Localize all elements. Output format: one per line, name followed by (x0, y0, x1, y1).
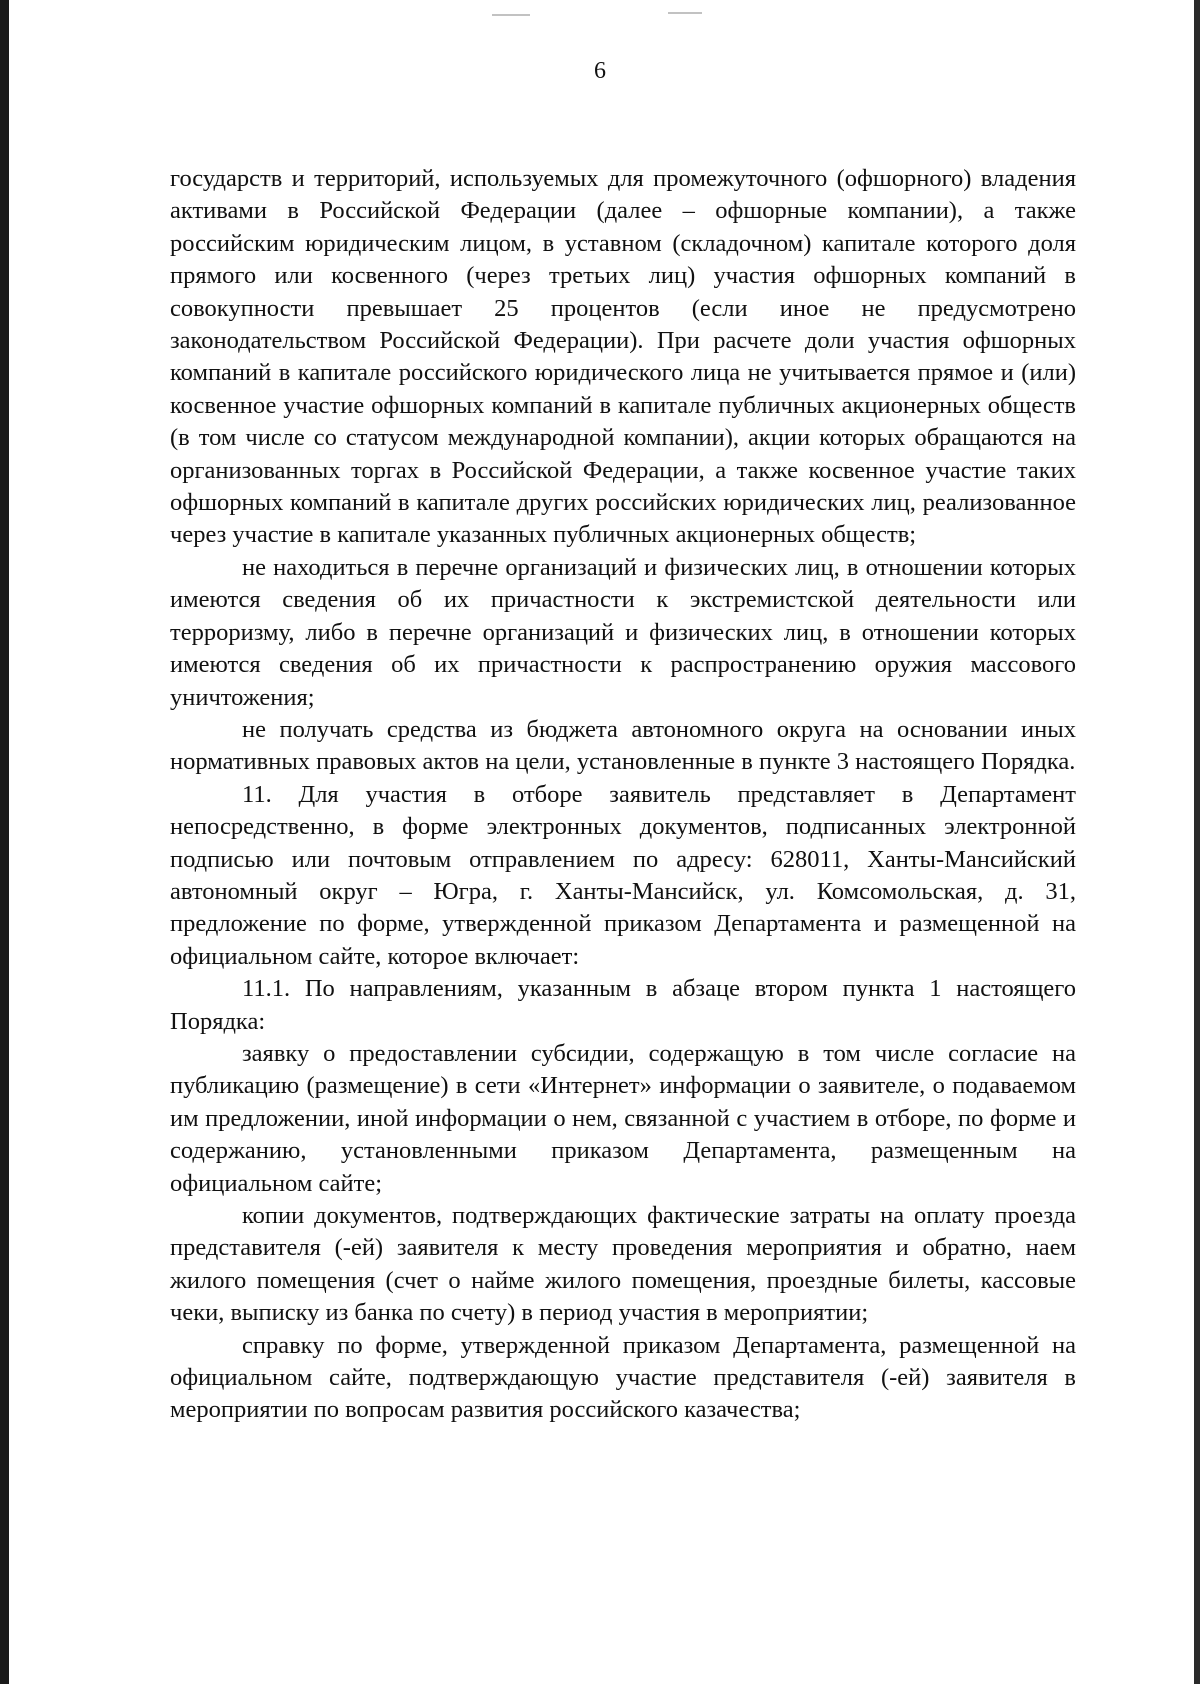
scan-edge-right (1194, 0, 1200, 1684)
scan-speck (492, 14, 530, 16)
paragraph: не находиться в перечне организаций и физических лиц, в отношении которых имеются сведения об их причастности к экстремистской деятельности или терроризму, либо в перечне организаций и физических лиц, в отношении которых имеются сведения об их причастности к распространению оружия массового уничтожения; (170, 553, 1076, 711)
paragraph: 11.1. По направлениям, указанным в абзаце втором пункта 1 настоящего Порядка: (170, 975, 1076, 1035)
paragraph: копии документов, подтверждающих фактические затраты на оплату проезда представителя (-ей) заявителя к месту проведения мероприятия и обратно, наем жилого помещения (счет о найме жилого помещения, проездные билеты, кассовые чеки, выписку из банка по счету) в период участия в мероприятии; (170, 1202, 1076, 1327)
document-body (170, 163, 1076, 1427)
paragraph: заявку о предоставлении субсидии, содержащую в том числе согласие на публикацию (размещение) в сети «Интернет» информации о заявителе, о подаваемом им предложении, иной информации о нем, связанной с участием в отборе, по форме и содержанию, установленными приказом Департамента, размещенным на официальном сайте; (170, 1039, 1076, 1197)
paragraph: не получать средства из бюджета автономного округа на основании иных нормативных правовых актов на цели, установленные в пункте 3 настоящего Порядка. (170, 715, 1076, 776)
scan-speck (668, 12, 702, 14)
paragraph: 11. Для участия в отборе заявитель представляет в Департамент непосредственно, в форме электронных документов, подписанных электронной подписью или почтовым отправлением по адресу: 628011, Ханты-Мансийский автономный округ – Югра, г. Ханты-Мансийск, ул. Комсомольская, д. 31, предложение по форме, утвержденной приказом Департамента и размещенной на официальном сайте, которое включает: (170, 780, 1076, 970)
paragraph: государств и территорий, используемых для промежуточного (офшорного) владения активами в Российской Федерации (далее – офшорные компании), а также российским юридическим лицом, в уставном (складочном) капитале которого доля прямого или косвенного (через третьих лиц) участия офшорных компаний в совокупности превышает 25 процентов (если иное не предусмотрено законодательством Российской Федерации). При расчете доли участия офшорных компаний в капитале российского юридического лица не учитывается прямое и (или) косвенное участие офшорных компаний в капитале публичных акционерных обществ (в том числе со статусом международной компании), акции которых обращаются на организованных торгах в Российской Федерации, а также косвенное участие таких офшорных компаний в капитале других российских юридических лиц, реализованное через участие в капитале указанных публичных акционерных обществ; (170, 165, 1076, 549)
paragraph: справку по форме, утвержденной приказом Департамента, размещенной на официальном сайте, подтверждающую участие представителя (-ей) заявителя в мероприятии по вопросам развития российского казачества; (170, 1331, 1076, 1424)
page-number: 6 (594, 58, 606, 84)
scan-edge-left (0, 0, 9, 1684)
